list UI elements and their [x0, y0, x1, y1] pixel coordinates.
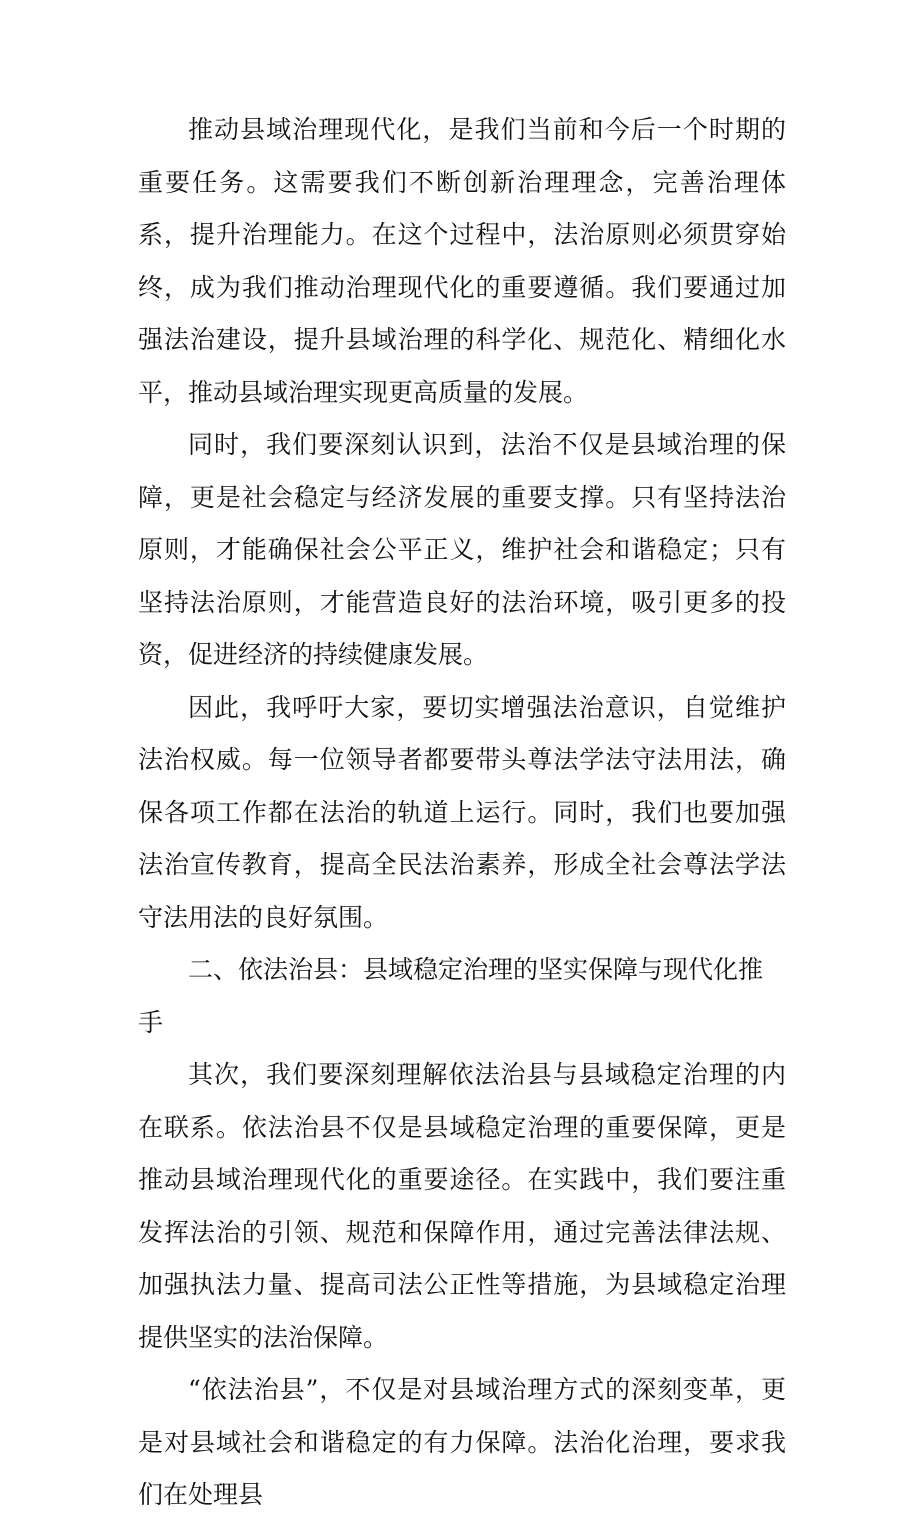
document-page — [138, 104, 786, 1522]
body-paragraph: 因此，我呼吁大家，要切实增强法治意识，自觉维护法治权威。每一位领导者都要带头尊法学法守法用法，确保各项工作都在法治的轨道上运行。同时，我们也要加强法治宣传教育，提高全民法治素养，形成全社会尊法学法守法用法的良好氛围。 — [138, 692, 786, 932]
body-paragraph: 其次，我们要深刻理解依法治县与县域稳定治理的内在联系。依法治县不仅是县域稳定治理的重要保障，更是推动县域治理现代化的重要途径。在实践中，我们要注重发挥法治的引领、规范和保障作用，通过完善法律法规、加强执法力量、提高司法公正性等措施，为县域稳定治理提供坚实的法治保障。 — [138, 1060, 786, 1352]
body-paragraph: “依法治县”，不仅是对县域治理方式的深刻变革，更是对县域社会和谐稳定的有力保障。法治化治理，要求我们在处理县 — [138, 1375, 786, 1509]
body-paragraph: 推动县域治理现代化，是我们当前和今后一个时期的重要任务。这需要我们不断创新治理理念，完善治理体系，提升治理能力。在这个过程中，法治原则必须贯穿始终，成为我们推动治理现代化的重要遵循。我们要通过加强法治建设，提升县域治理的科学化、规范化、精细化水平，推动县域治理实现更高质量的发展。 — [138, 115, 786, 407]
body-paragraph: 同时，我们要深刻认识到，法治不仅是县域治理的保障，更是社会稳定与经济发展的重要支撑。只有坚持法治原则，才能确保社会公平正义，维护社会和谐稳定；只有坚持法治原则，才能营造良好的法治环境，吸引更多的投资，促进经济的持续健康发展。 — [138, 430, 786, 669]
section-heading: 二、依法治县：县域稳定治理的坚实保障与现代化推手 — [138, 955, 764, 1037]
